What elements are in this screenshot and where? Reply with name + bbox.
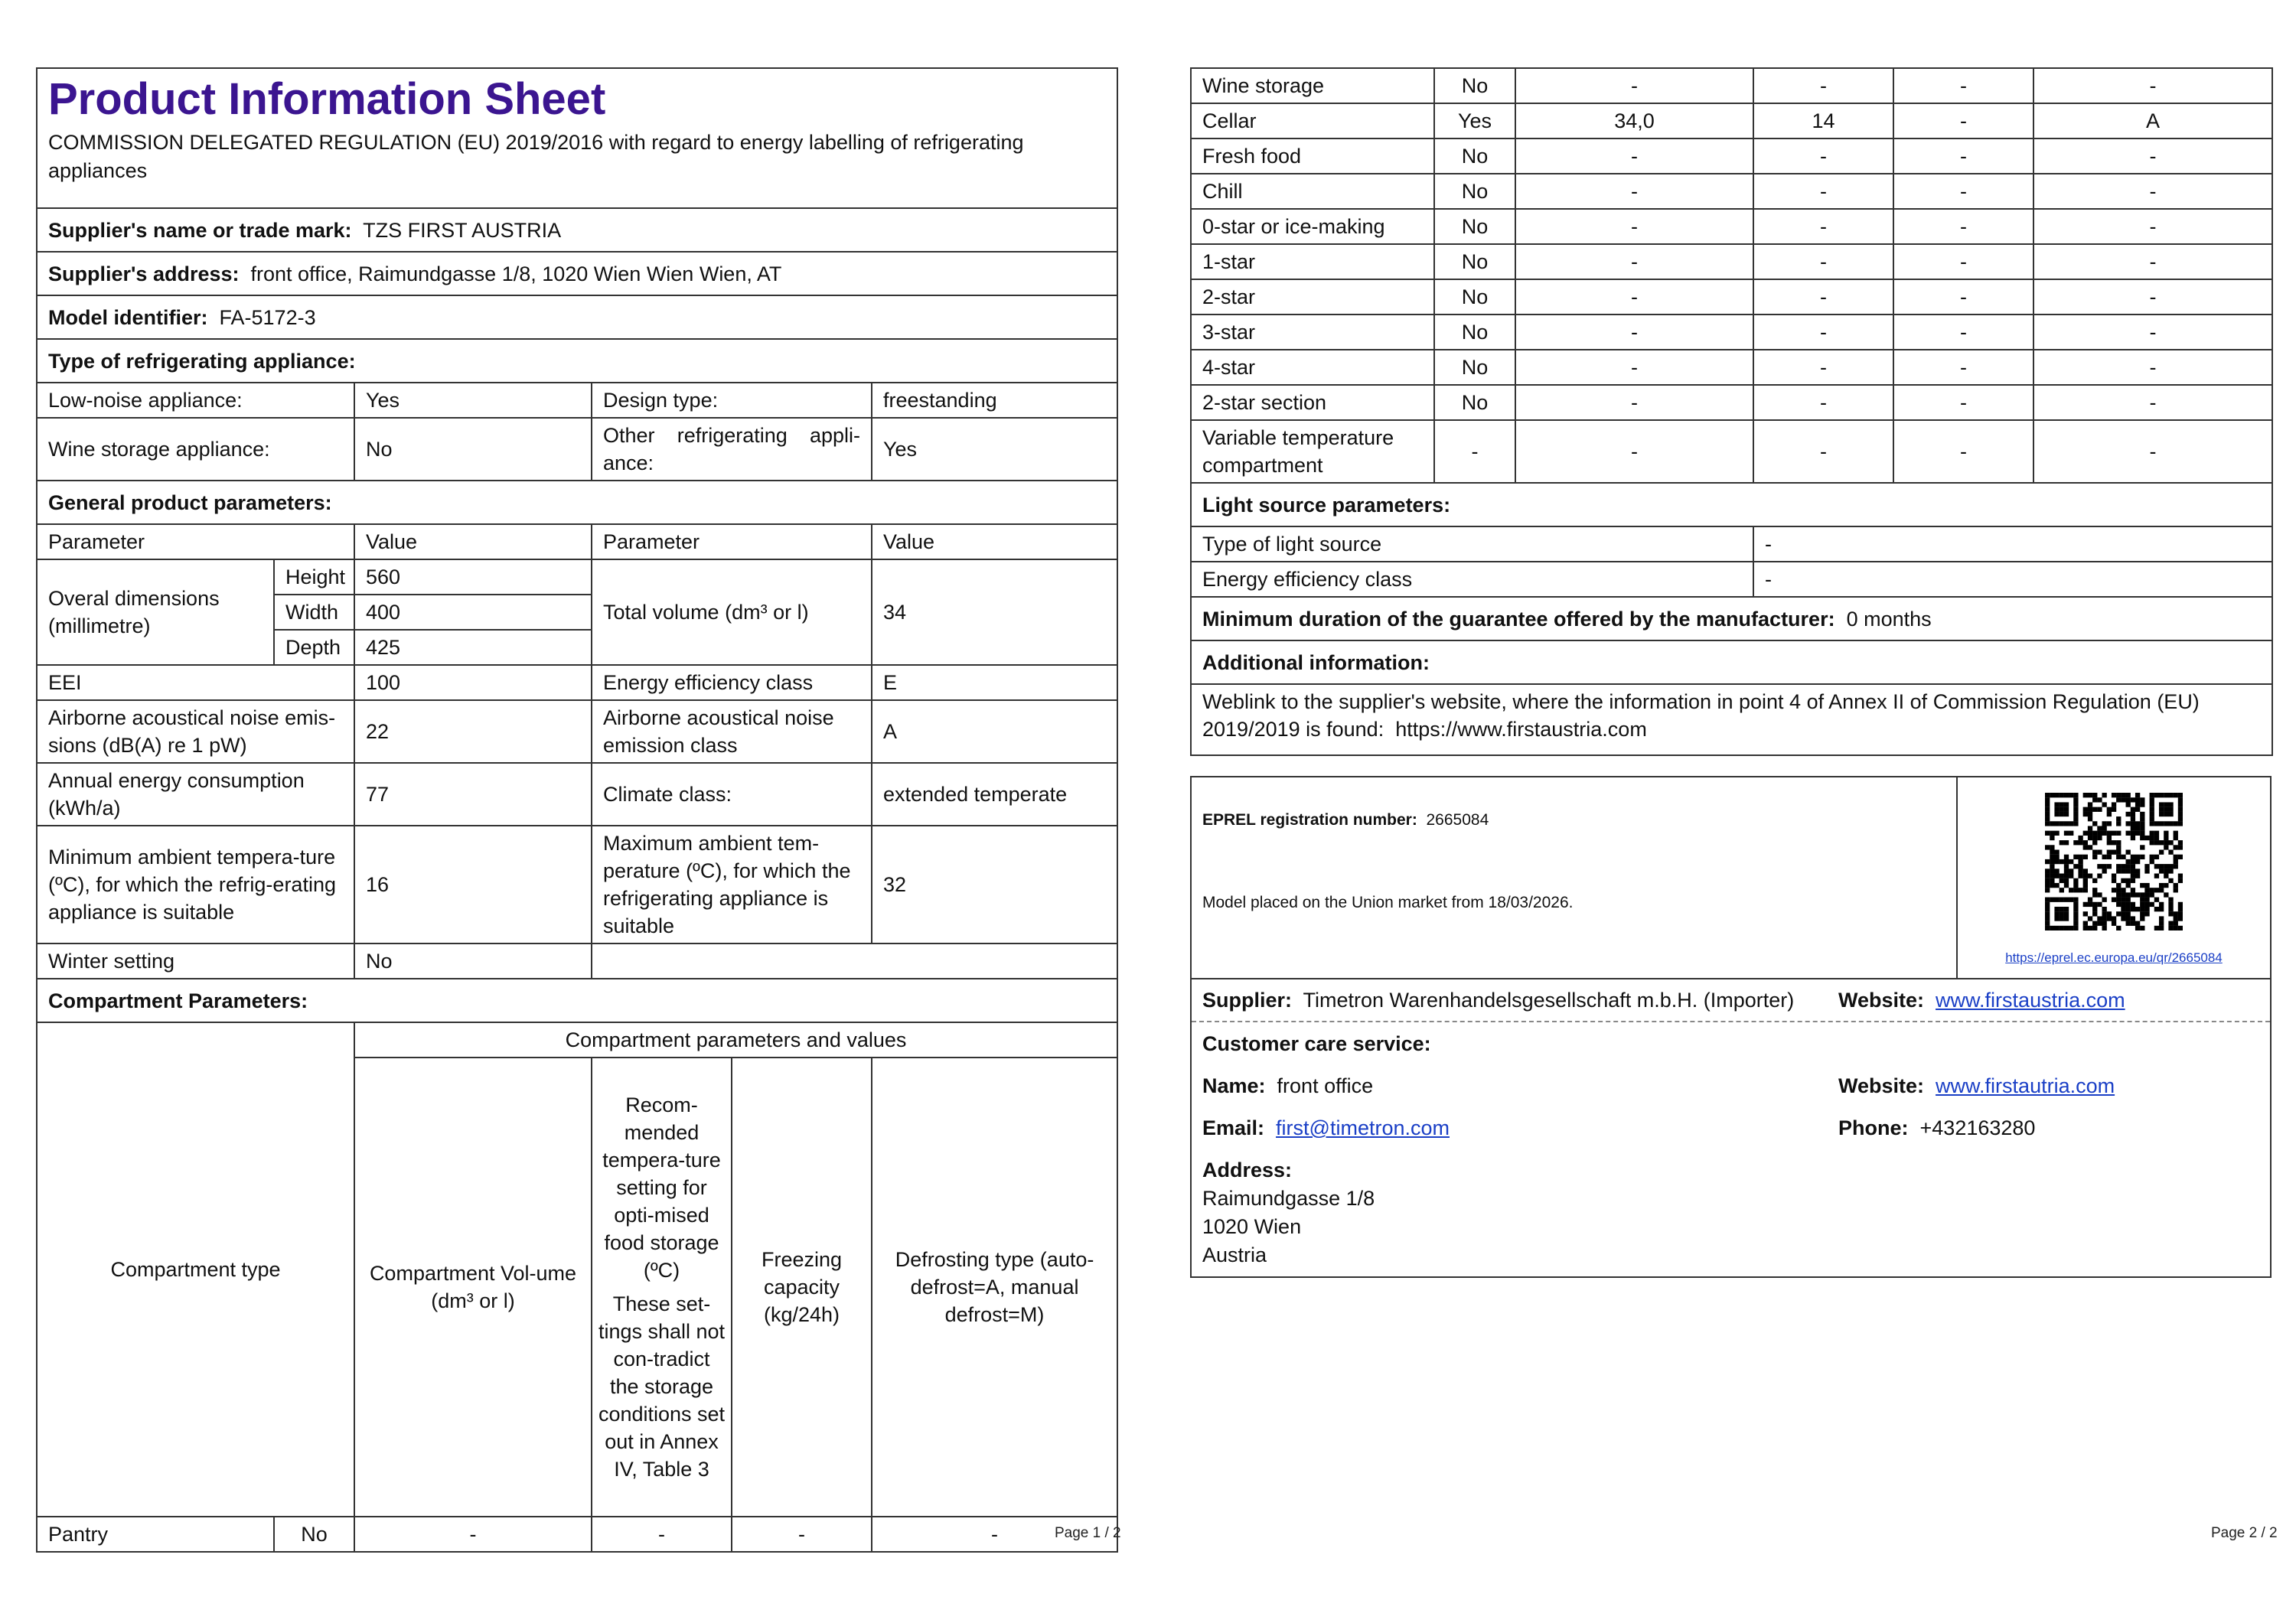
eprel-label: EPREL registration number: — [1202, 811, 1417, 829]
page-number-2: Page 2 / 2 — [2211, 1525, 2278, 1541]
general-params-label: General product parameters: — [37, 481, 1117, 524]
customer-care-label: Customer care service: — [1202, 1032, 1431, 1055]
market-date-text: Model placed on the Union market from 18/03/2026. — [1202, 894, 1574, 911]
max-temp-value: 32 — [872, 826, 1117, 943]
type-label: Type of refrigerating appliance: — [37, 339, 1117, 383]
address-line-1: Raimundgasse 1/8 — [1202, 1187, 1375, 1210]
pantry-temp: - — [592, 1517, 732, 1552]
compartment-defrost: - — [2033, 350, 2272, 385]
compartment-name: 1-star — [1191, 244, 1434, 279]
compartment-name: Cellar — [1191, 103, 1434, 139]
guarantee-value: 0 months — [1846, 607, 1932, 631]
value-header-2: Value — [872, 524, 1117, 559]
supplier-name-label: Supplier's name or trade mark: — [48, 218, 352, 242]
model-identifier: FA-5172-3 — [219, 305, 316, 329]
compartment-volume: - — [1515, 244, 1753, 279]
compartment-name: 2-star section — [1191, 385, 1434, 420]
care-website-label: Website: — [1838, 1074, 1925, 1097]
climate-class-label: Climate class: — [592, 763, 872, 826]
compartment-freeze: - — [1893, 350, 2033, 385]
product-info-table — [36, 67, 1118, 1553]
compartment-temp-header-cell — [592, 1058, 732, 1517]
compartment-present: No — [1434, 279, 1515, 314]
noise-class-value: A — [872, 700, 1117, 763]
low-noise-label: Low-noise appliance: — [37, 383, 354, 418]
compartment-defrost: A — [2033, 103, 2272, 139]
energy-class-label: Energy efficiency class — [592, 665, 872, 700]
name-value: front office — [1277, 1074, 1374, 1097]
compartment-name: 4-star — [1191, 350, 1434, 385]
compartment-freeze: - — [1893, 103, 2033, 139]
address-line-3: Austria — [1202, 1243, 1267, 1266]
noise-label: Airborne acoustical noise emis-sions (dB(A) re 1 pW) — [37, 700, 354, 763]
min-temp-label: Minimum ambient tempera-ture (ºC), for which the refrig-erating appliance is suitable — [37, 826, 354, 943]
compartment-present: No — [1434, 174, 1515, 209]
email-label: Email: — [1202, 1116, 1265, 1139]
compartment-defrost: - — [2033, 314, 2272, 350]
compartment-temp: - — [1753, 314, 1893, 350]
winter-setting-label: Winter setting — [37, 943, 354, 979]
pantry-label: Pantry — [37, 1517, 274, 1552]
compartment-type-header: Compartment type — [37, 1022, 354, 1517]
page-two — [1190, 67, 2272, 1278]
height-value: 560 — [354, 559, 592, 595]
dimensions-label: Overal dimensions (millimetre) — [37, 559, 274, 665]
compartment-temp: - — [1753, 350, 1893, 385]
compartment-present: No — [1434, 68, 1515, 103]
compartment-temp: - — [1753, 279, 1893, 314]
width-value: 400 — [354, 595, 592, 630]
noise-value: 22 — [354, 700, 592, 763]
compartment-volume: - — [1515, 420, 1753, 483]
compartment-volume: - — [1515, 209, 1753, 244]
light-class-value: - — [1753, 562, 2272, 597]
compartment-defrost: - — [2033, 420, 2272, 483]
eei-label: EEI — [37, 665, 354, 700]
supplier-row — [1192, 978, 2270, 1021]
annual-energy-label: Annual energy consumption (kWh/a) — [37, 763, 354, 826]
supplier-address: front office, Raimundgasse 1/8, 1020 Wien Wien Wien, AT — [250, 262, 782, 285]
table-row — [1191, 209, 2272, 244]
pantry-present: No — [274, 1517, 354, 1552]
phone-label: Phone: — [1838, 1116, 1909, 1139]
compartment-freeze: - — [1893, 385, 2033, 420]
compartment-temp: - — [1753, 68, 1893, 103]
table-row — [1191, 385, 2272, 420]
regulation-text: COMMISSION DELEGATED REGULATION (EU) 2019/2016 with regard to energy labelling of refrigerating appliances — [48, 131, 1024, 182]
supplier-website-label: Website: — [1838, 989, 1925, 1012]
compartment-freeze: - — [1893, 279, 2033, 314]
compartment-name: 2-star — [1191, 279, 1434, 314]
max-temp-label: Maximum ambient tem-perature (ºC), for which the refrigerating appliance is suitable — [592, 826, 872, 943]
annual-energy-value: 77 — [354, 763, 592, 826]
compartment-defrost: - — [2033, 139, 2272, 174]
compartment-volume: - — [1515, 350, 1753, 385]
compartment-temp: - — [1753, 244, 1893, 279]
page-number-1: Page 1 / 2 — [1055, 1525, 1121, 1541]
param-header: Parameter — [37, 524, 354, 559]
compartment-volume: - — [1515, 279, 1753, 314]
compartment-defrost: - — [2033, 279, 2272, 314]
eei-value: 100 — [354, 665, 592, 700]
table-row — [1191, 103, 2272, 139]
noise-class-label: Airborne acoustical noise emission class — [592, 700, 872, 763]
light-params-label: Light source parameters: — [1191, 483, 2272, 526]
compartment-volume-header: Compartment Vol-ume (dm³ or l) — [354, 1058, 592, 1517]
compartment-name: Variable temperature compartment — [1191, 420, 1434, 483]
compartment-defrost: - — [2033, 174, 2272, 209]
compartment-volume: - — [1515, 139, 1753, 174]
customer-care-section — [1192, 1021, 2270, 1276]
compartment-temp: - — [1753, 139, 1893, 174]
care-website-link[interactable]: www.firstautria.com — [1936, 1074, 2115, 1097]
compartment-name: 0-star or ice-making — [1191, 209, 1434, 244]
winter-setting-value: No — [354, 943, 592, 979]
table-row — [1191, 244, 2272, 279]
supplier-website-link[interactable]: www.firstaustria.com — [1936, 989, 2125, 1012]
compartment-volume: 34,0 — [1515, 103, 1753, 139]
address-label: Address: — [1202, 1159, 1293, 1181]
depth-value: 425 — [354, 630, 592, 665]
defrost-type-header: Defrosting type (auto-defrost=A, manual defrost=M) — [872, 1058, 1117, 1517]
model-label: Model identifier: — [48, 305, 208, 329]
weblink-text: Weblink to the supplier's website, where the information in point 4 of Annex II of Commission Regulation (EU) 2019/2019 is found: — [1202, 690, 2200, 741]
compartment-temp: 14 — [1753, 103, 1893, 139]
height-label: Height — [274, 559, 354, 595]
table-row — [1191, 68, 2272, 103]
compartment-name: Fresh food — [1191, 139, 1434, 174]
light-type-label: Type of light source — [1191, 526, 1753, 562]
email-link[interactable]: first@timetron.com — [1276, 1116, 1450, 1139]
compartment-freeze: - — [1893, 314, 2033, 350]
compartment-temp: - — [1753, 385, 1893, 420]
compartment-volume: - — [1515, 314, 1753, 350]
energy-class-value: E — [872, 665, 1117, 700]
other-appliance-label: Other refrigerating appli-ance: — [592, 418, 872, 481]
compartment-name: 3-star — [1191, 314, 1434, 350]
compartment-name: Chill — [1191, 174, 1434, 209]
light-class-label: Energy efficiency class — [1191, 562, 1753, 597]
table-row — [37, 1517, 1117, 1552]
eprel-card — [1190, 776, 2272, 1278]
compartment-freeze: - — [1893, 139, 2033, 174]
supplier-value: Timetron Warenhandelsgesellschaft m.b.H. (Importer) — [1303, 989, 1795, 1012]
compartment-present: Yes — [1434, 103, 1515, 139]
eprel-number: 2665084 — [1426, 811, 1489, 829]
low-noise-value: Yes — [354, 383, 592, 418]
compartment-name: Wine storage — [1191, 68, 1434, 103]
light-type-value: - — [1753, 526, 2272, 562]
compartment-params-header: Compartment parameters and values — [354, 1022, 1117, 1058]
compartment-temp: - — [1753, 174, 1893, 209]
page-one — [36, 67, 1117, 1553]
climate-class-value: extended temperate — [872, 763, 1117, 826]
compartment-freeze: - — [1893, 68, 2033, 103]
compartment-volume: - — [1515, 174, 1753, 209]
other-appliance-value: Yes — [872, 418, 1117, 481]
design-type-label: Design type: — [592, 383, 872, 418]
wine-storage-label: Wine storage appliance: — [37, 418, 354, 481]
compartment-temp: - — [1753, 209, 1893, 244]
address-line-2: 1020 Wien — [1202, 1215, 1302, 1238]
compartment-volume: - — [1515, 68, 1753, 103]
compartment-params-label: Compartment Parameters: — [37, 979, 1117, 1022]
table-row — [1191, 314, 2272, 350]
qr-code-icon[interactable] — [2045, 793, 2183, 930]
guarantee-label: Minimum duration of the guarantee offered by the manufacturer: — [1202, 607, 1835, 631]
compartment-defrost: - — [2033, 385, 2272, 420]
wine-storage-value: No — [354, 418, 592, 481]
table-row — [1191, 279, 2272, 314]
min-temp-value: 16 — [354, 826, 592, 943]
freezing-capacity-header: Freezing capacity (kg/24h) — [732, 1058, 872, 1517]
param-header-2: Parameter — [592, 524, 872, 559]
compartment-temp-header: Recom-mended tempera-ture setting for opti-mised food storage (ºC) — [602, 1093, 721, 1282]
value-header: Value — [354, 524, 592, 559]
width-label: Width — [274, 595, 354, 630]
page-title: Product Information Sheet — [48, 74, 606, 124]
total-volume-value: 34 — [872, 559, 1117, 665]
additional-info-label: Additional information: — [1191, 640, 2272, 684]
pantry-defrost: - — [872, 1517, 1117, 1552]
pantry-volume: - — [354, 1517, 592, 1552]
compartment-temp: - — [1753, 420, 1893, 483]
compartments-table — [1190, 67, 2273, 756]
compartment-present: No — [1434, 314, 1515, 350]
compartment-defrost: - — [2033, 68, 2272, 103]
supplier-address-label: Supplier's address: — [48, 262, 240, 285]
depth-label: Depth — [274, 630, 354, 665]
compartment-present: No — [1434, 385, 1515, 420]
supplier-label: Supplier: — [1202, 989, 1293, 1012]
design-type-value: freestanding — [872, 383, 1117, 418]
compartment-present: No — [1434, 139, 1515, 174]
compartment-present: - — [1434, 420, 1515, 483]
supplier-name: TZS FIRST AUSTRIA — [363, 218, 562, 242]
compartment-freeze: - — [1893, 244, 2033, 279]
compartment-present: No — [1434, 350, 1515, 385]
total-volume-label: Total volume (dm³ or l) — [592, 559, 872, 665]
pantry-freeze: - — [732, 1517, 872, 1552]
table-row — [1191, 174, 2272, 209]
compartment-freeze: - — [1893, 420, 2033, 483]
compartment-present: No — [1434, 244, 1515, 279]
phone-value: +432163280 — [1919, 1116, 2036, 1139]
qr-link[interactable]: https://eprel.ec.europa.eu/qr/2665084 — [2005, 950, 2223, 965]
compartment-defrost: - — [2033, 209, 2272, 244]
name-label: Name: — [1202, 1074, 1266, 1097]
table-row — [1191, 420, 2272, 483]
compartment-defrost: - — [2033, 244, 2272, 279]
weblink-url: https://www.firstaustria.com — [1395, 718, 1647, 741]
compartment-freeze: - — [1893, 209, 2033, 244]
compartment-present: No — [1434, 209, 1515, 244]
compartment-temp-note: These set-tings shall not con-tradict the storage conditions set out in Annex IV, Table 3 — [598, 1292, 726, 1481]
table-row — [1191, 139, 2272, 174]
compartment-freeze: - — [1893, 174, 2033, 209]
table-row — [1191, 350, 2272, 385]
compartment-volume: - — [1515, 385, 1753, 420]
